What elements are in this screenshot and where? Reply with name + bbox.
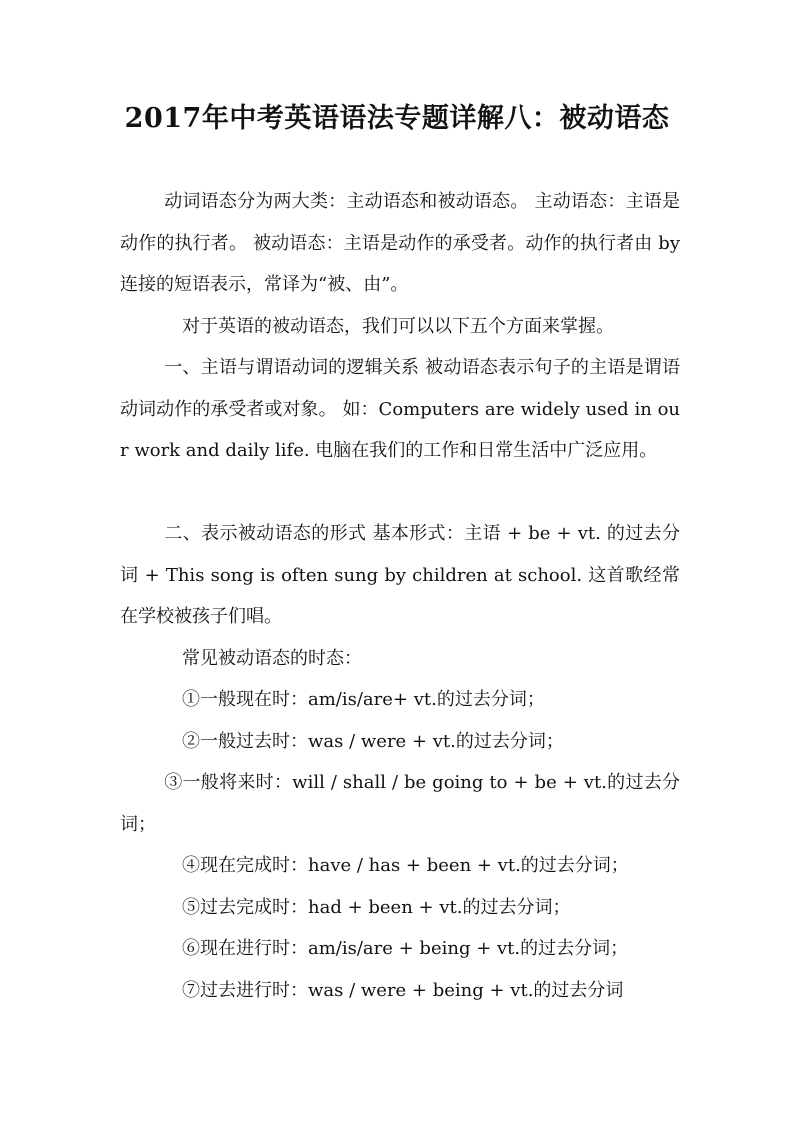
tense-item: ④现在完成时：have / has + been + vt.的过去分词； (182, 855, 629, 876)
intro-paragraph (120, 181, 680, 306)
section-one-text: 一、主语与谓语动词的逻辑关系 被动语态表示句子的主语是谓语动词动作的承受者或对象。 如：Computers are widely used in our work and daily life. 电脑在我们的工作和日常生活中广泛应用。 (120, 357, 680, 461)
intro-text: 动词语态分为两大类：主动语态和被动语态。 主动语态：主语是动作的执行者。 被动语态：主语是动作的承受者。动作的执行者由 by 连接的短语表示，常译为“被、由”。 (120, 191, 680, 295)
tenses-heading: 常见被动语态的时态： (182, 648, 362, 669)
document-title: 2017年中考英语语法专题详解八：被动语态 (124, 103, 670, 134)
tense-item (120, 762, 680, 845)
tense-item: ⑦过去进行时：was / were + being + vt.的过去分词 (182, 980, 624, 1001)
tense-item-text: ③一般将来时：will / shall / be going to + be + vt.的过去分词； (120, 772, 680, 835)
tense-item: ⑤过去完成时：had + been + vt.的过去分词； (182, 897, 571, 918)
tense-item: ②一般过去时：was / were + vt.的过去分词； (182, 731, 564, 752)
overview-line: 对于英语的被动语态，我们可以以下五个方面来掌握。 (182, 316, 614, 337)
tense-item: ⑥现在进行时：am/is/are + being + vt.的过去分词； (182, 938, 629, 959)
section-two-paragraph (120, 513, 680, 638)
tense-item: ①一般现在时：am/is/are+ vt.的过去分词； (182, 689, 545, 710)
section-two-text: 二、表示被动语态的形式 基本形式：主语 + be + vt. 的过去分词 + This song is often sung by children at school. 这首歌经常在学校被孩子们唱。 (120, 523, 680, 627)
section-one-paragraph (120, 347, 680, 472)
